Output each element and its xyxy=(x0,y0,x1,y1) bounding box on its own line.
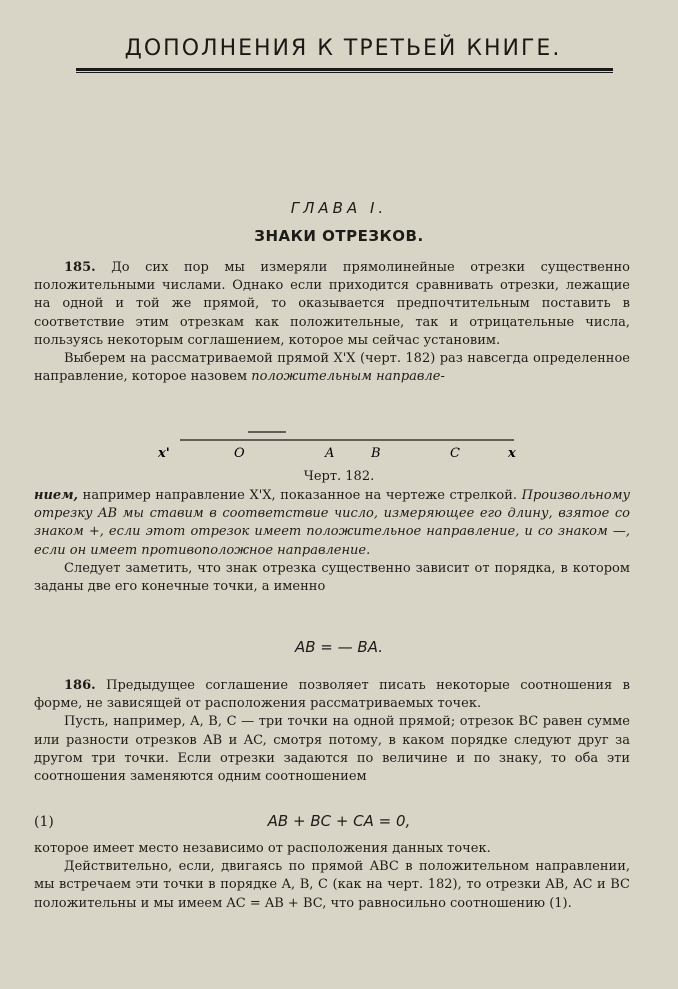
paragraph-text: Выберем на рассматриваемой прямой X'X (черт. 182) раз навсегда определенное направление, которое назовем xyxy=(34,351,630,385)
paragraph: Следует заметить, что знак отрезка существенно зависит от порядка, в котором заданы две его конечные точки, а именно xyxy=(34,560,630,595)
label-x-prime: x' xyxy=(158,446,170,461)
figure-caption: Черт. 182. xyxy=(303,469,375,484)
paragraph-text: До сих пор мы измеряли прямолинейные отрезки существенно положительными числами. Однако если приходится сравнивать отрезки, лежащие на одной и той же прямой, то оказывается предпочтительным поставить в соответствие этим отрезкам как положительные, так и отрицательные числа, пользуясь некоторым соглашением, которое мы сейчас установим. xyxy=(34,260,630,348)
label-a: A xyxy=(325,446,335,461)
italic-term: нием, xyxy=(34,488,79,503)
label-x: x xyxy=(508,446,516,461)
section-186-text xyxy=(34,677,630,786)
paragraph: которое имеет место независимо от расположения данных точек. xyxy=(34,841,491,856)
paragraph: Пусть, например, A, B, C — три точки на одной прямой; отрезок BC равен сумме или разности отрезков AB и AC, смотря потому, в каком порядке следуют друг за другом три точки. Если отрезки задаются по величине и по знаку, то оба эти соотношения заменяются одним соотношением xyxy=(34,714,630,785)
section-186-continuation xyxy=(34,840,630,913)
formula-sum: AB + BC + CA = 0, xyxy=(267,812,411,830)
chapter-label: ГЛАВА I. xyxy=(290,199,388,217)
paragraph-text: Предыдущее соглашение позволяет писать некоторые соотношения в форме, не зависящей от расположения рассматриваемых точек. xyxy=(34,678,630,712)
paragraph-text: например направление X'X, показанное на чертеже стрелкой. xyxy=(82,488,518,503)
label-o: O xyxy=(234,446,245,461)
italic-rule: Произвольному отрезку AB мы ставим в соответствие число, измеряющее его длину, взятое со знаком +, если этот отрезок имеет положительное направление, и со знаком —, если он имеет противоположное направление. xyxy=(34,488,631,558)
figure-182 xyxy=(0,0,678,470)
equation-number: (1) xyxy=(34,814,54,830)
chapter-title: ЗНАКИ ОТРЕЗКОВ. xyxy=(254,227,424,245)
label-c: C xyxy=(450,446,460,461)
section-185-continuation xyxy=(34,487,630,596)
paragraph xyxy=(34,677,630,713)
paragraph: Действительно, если, двигаясь по прямой ABC в положительном направлении, мы встречаем эти точки в порядке A, B, C (как на черт. 182), то отрезки AB, AC и BC положительны и мы имеем AC = AB + BC, что равносильно соотношению (1). xyxy=(34,859,630,911)
paragraph xyxy=(34,487,630,560)
running-header: ДОПОЛНЕНИЯ К ТРЕТЬЕЙ КНИГЕ. xyxy=(124,36,562,61)
formula-ab-ba: AB = — BA. xyxy=(294,638,384,656)
section-number: 186. xyxy=(64,678,96,693)
label-b: B xyxy=(371,446,381,461)
italic-term: положительным направле- xyxy=(251,369,445,385)
section-number: 185. xyxy=(64,260,96,275)
